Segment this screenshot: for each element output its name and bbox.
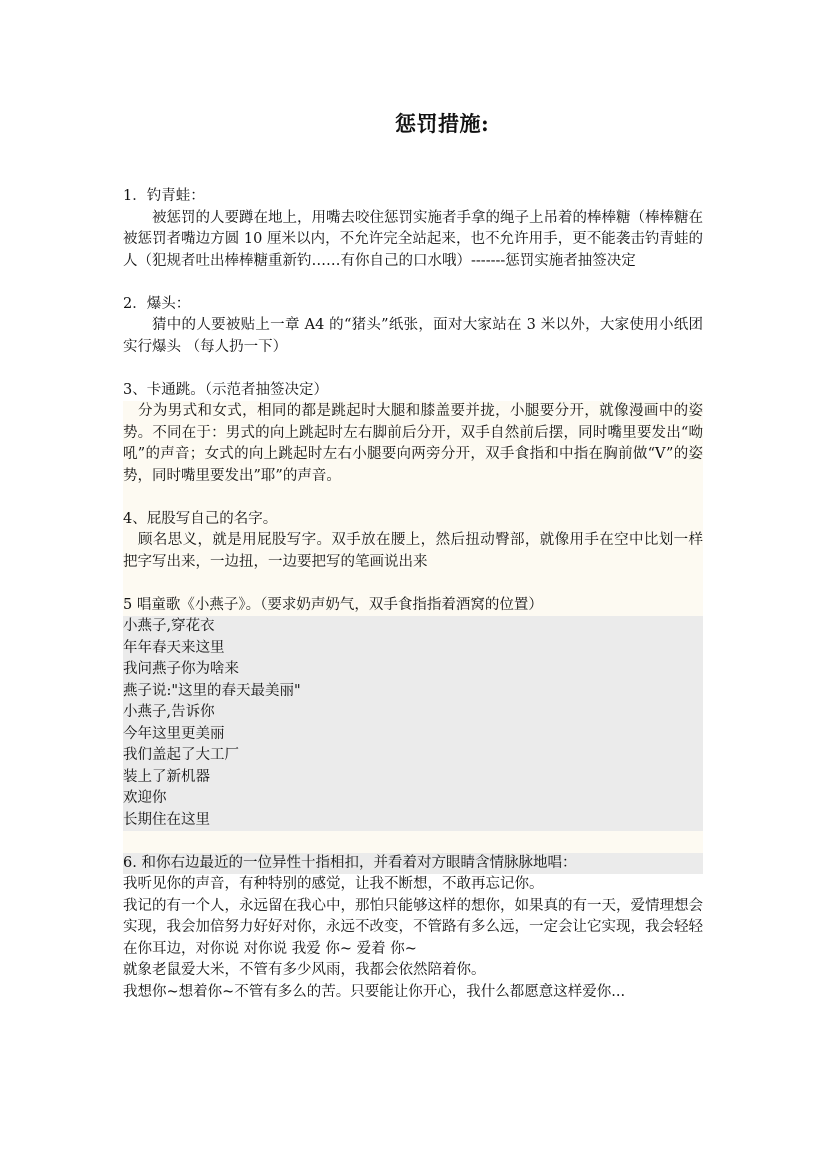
spacer: [123, 358, 703, 380]
section-heading: 2．爆头：: [123, 295, 191, 312]
spacer: [123, 573, 703, 595]
section-body: 分为男式和女式，相同的都是跳起时大腿和膝盖要并拢，小腿要分开，就像漫画中的姿势。不同在于：男式的向上跳起时左右脚前后分开，双手自然前后摆，同时嘴里要发出“呦吼”的声音；女式的向上跳起时左右小腿要向两旁分开，双手食指和中指在胸前做“V”的姿势，同时嘴里要发出”耶”的声音。: [123, 401, 703, 487]
lyric-line: 我们盖起了大工厂: [123, 747, 239, 763]
song-line: 就象老鼠爱大米，不管有多少风雨，我都会依然陪着你。: [123, 962, 486, 978]
song-line: 我想你~想着你~不管有多么的苦。只要能让你开心，我什么都愿意这样爱你...: [123, 983, 626, 1000]
song-line: 我记的有一个人，永远留在我心中，那怕只能够这样的想你，如果真的有一天，爱情理想会实现，我会加倍努力好好对你，永远不改变，不管路有多么远，一定会让它实现，我会轻轻在你耳边，对你说 对你说 我爱 你~ 爱着 你~: [123, 897, 703, 957]
section-heading: 3、卡通跳。（示范者抽签决定）: [123, 381, 328, 398]
section-fishing-frog: [123, 186, 703, 272]
lyric-line: 装上了新机器: [123, 768, 210, 785]
lyric-line: 小燕子,穿花衣: [123, 618, 215, 634]
spacer: [123, 487, 703, 509]
section-heading: 1．钓青蛙：: [123, 188, 205, 204]
section-love-song: [123, 853, 703, 1004]
section-headshot: [123, 294, 703, 359]
lyric-line: 今年这里更美丽: [123, 725, 225, 742]
section-heading: 5 唱童歌《小燕子》。（要求奶声奶气，双手食指指着酒窝的位置）: [123, 595, 703, 617]
spacer: [123, 831, 703, 853]
section-children-song: [123, 595, 703, 853]
section-butt-writing: [123, 509, 703, 595]
section-heading: 6. 和你右边最近的一位异性十指相扣，并看着对方眼睛含情脉脉地唱：: [123, 853, 703, 875]
lyric-line: 欢迎你: [123, 790, 167, 806]
lyric-line: 燕子说:"这里的春天最美丽": [123, 682, 301, 699]
section-body: 顾名思义，就是用屁股写字。双手放在腰上，然后扭动臀部，就像用手在空中比划一样把字写出来，一边扭，一边要把写的笔画说出来: [123, 530, 703, 573]
lyric-line: 年年春天来这里: [123, 639, 225, 656]
section-heading: 4、屁股写自己的名字。: [123, 509, 703, 531]
spacer: [123, 272, 703, 294]
punishment-list: [123, 186, 703, 1003]
section-body: 猜中的人要被贴上一章 A4 的“猪头”纸张，面对大家站在 3 米以外，大家使用小纸团实行爆头 （每人扔一下）: [123, 317, 703, 355]
section-cartoon-jump: [123, 380, 703, 509]
song-line: 我听见你的声音，有种特别的感觉，让我不断想，不敢再忘记你。: [123, 876, 544, 892]
lyric-line: 长期住在这里: [123, 811, 210, 828]
section-body: 被惩罚的人要蹲在地上，用嘴去咬住惩罚实施者手拿的绳子上吊着的棒棒糖（棒棒糖在被惩罚者嘴边方圆 10 厘米以内，不允许完全站起来，也不允许用手，更不能袭击钓青蛙的人（犯规者吐出棒棒糖重新钓……有你自己的口水哦）-------惩罚实施者抽签决定: [123, 209, 703, 269]
lyric-line: 我问燕子你为啥来: [123, 661, 239, 677]
page-title: 惩罚措施:: [395, 111, 490, 136]
song-lyrics: [123, 616, 703, 831]
lyric-line: 小燕子,告诉你: [123, 704, 215, 720]
